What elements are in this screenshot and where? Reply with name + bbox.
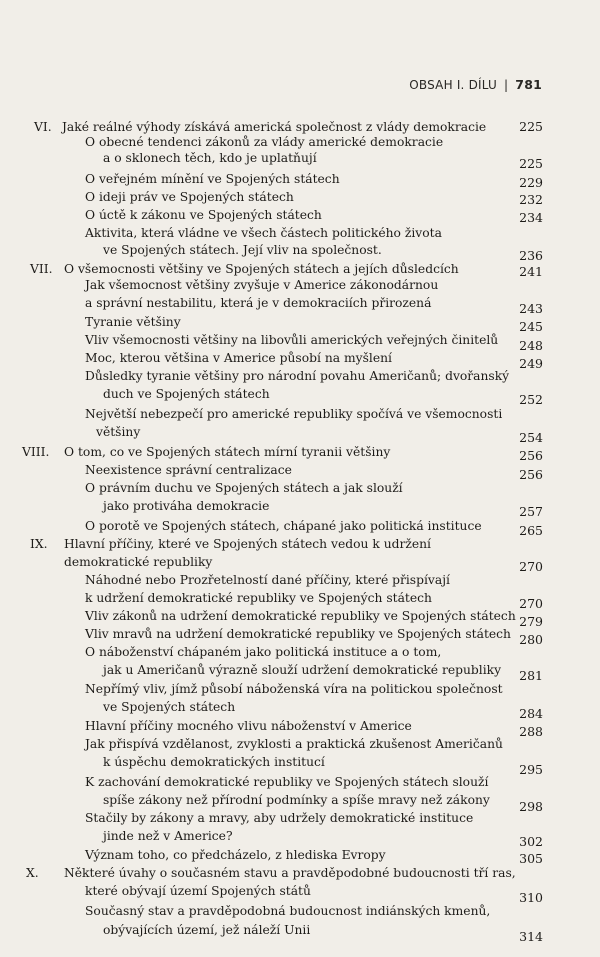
page-number: 298 [519,799,543,814]
entry-title: Náhodné nebo Prozřetelností dané příčiny, které přispívají [85,573,450,587]
entry-title: O úctě k zákonu ve Spojených státech [85,208,322,222]
header-title: OBSAH I. DÍLU [409,77,498,92]
entry-title: Jaké reálné výhody získává americká společnost z vlády demokracie [62,120,487,134]
page-number: 295 [519,762,543,777]
entry-title: Stačily by zákony a mravy, aby udržely demokratické instituce [85,811,474,825]
entry-title-continuation: k udržení demokratické republiky ve Spojených státech [85,591,432,605]
page-number: 225 [519,119,543,134]
entry-title-continuation: k úspěchu demokratických institucí [103,755,325,769]
entry-title: O obecné tendenci zákonů za vlády americké demokracie [85,135,444,149]
chapter-number: VII. [30,262,53,276]
page-number: 256 [519,467,543,482]
page-number: 243 [519,301,543,316]
page-number: 225 [519,156,543,171]
page-number: 305 [519,851,543,866]
entry-title: Jak všemocnost většiny zvyšuje v Americe zákonodárnou [85,278,439,292]
entry-title: Vliv zákonů na udržení demokratické republiky ve Spojených státech [85,609,516,623]
entry-title-continuation: jak u Američanů výrazně slouží udržení demokratické republiky [103,663,502,677]
entry-title: O veřejném mínění ve Spojených státech [85,172,340,186]
entry-title: Vliv všemocnosti většiny na libovůli amerických veřejných činitelů [85,333,499,347]
page-number: 254 [519,430,543,445]
entry-title: Jak přispívá vzdělanost, zvyklosti a praktická zkušenost Američanů [85,737,503,751]
entry-title-continuation: a správní nestabilitu, která je v demokraciích přirozená [85,296,432,310]
entry-title: Některé úvahy o současném stavu a pravděpodobné budoucnosti tří ras, [64,866,516,880]
page-number: 248 [519,338,543,353]
entry-title: Aktivita, která vládne ve všech částech politického života [85,226,442,240]
chapter-number: X. [26,866,39,880]
entry-title-continuation: většiny [96,425,141,439]
page-number: 280 [519,632,543,647]
page-number: 265 [519,523,543,538]
entry-title: O ideji práv ve Spojených státech [85,190,294,204]
page-number: 232 [519,192,543,207]
entry-title: O porotě ve Spojených státech, chápané jako politická instituce [85,519,482,533]
entry-title: O tom, co ve Spojených státech mírní tyranii většiny [64,445,391,459]
entry-title: Vliv mravů na udržení demokratické republiky ve Spojených státech [85,627,511,641]
entry-title: Největší nebezpečí pro americké republiky spočívá ve všemocnosti [85,407,503,421]
page-number: 257 [519,504,543,519]
entry-title: K zachování demokratické republiky ve Spojených státech slouží [85,775,489,789]
page-number: 281 [519,668,543,683]
entry-title-continuation: ve Spojených státech. Její vliv na společnost. [103,243,382,257]
entry-title: Hlavní příčiny mocného vlivu náboženství v Americe [85,719,412,733]
page-number: 256 [519,448,543,463]
entry-title-continuation: které obývají území Spojených států [85,884,311,898]
entry-title-continuation: jinde než v Americe? [103,829,233,843]
page-number: 249 [519,356,543,371]
page-number: 236 [519,248,543,263]
entry-title: Důsledky tyranie většiny pro národní povahu Američanů; dvořanský [85,369,510,383]
page-number: 229 [519,175,543,190]
entry-title: Tyranie většiny [85,315,181,329]
header-separator: | [504,77,509,92]
entry-title: O všemocnosti většiny ve Spojených státech a jejích důsledcích [64,262,459,276]
page-number: 284 [519,706,543,721]
entry-title-continuation: ve Spojených státech [103,700,236,714]
page-number: 270 [519,596,543,611]
entry-title: O náboženství chápaném jako politická instituce a o tom, [85,645,442,659]
entry-title: Nepřímý vliv, jímž působí náboženská víra na politickou společnost [85,682,503,696]
entry-title: Moc, kterou většina v Americe působí na myšlení [85,351,392,365]
entry-title-continuation: jako protiváha demokracie [103,499,270,513]
page-number: 252 [519,392,543,407]
entry-title-continuation: spíše zákony než přírodní podmínky a spíše mravy než zákony [103,793,490,807]
chapter-number: VIII. [22,445,50,459]
entry-title: Současný stav a pravděpodobná budoucnost indiánských kmenů, [85,904,491,918]
page-number: 302 [519,834,543,849]
entry-title-continuation: obývajících území, jež náleží Unii [103,923,311,937]
page-number: 234 [519,210,543,225]
entry-title-continuation: demokratické republiky [64,555,213,569]
entry-title-continuation: duch ve Spojených státech [103,387,270,401]
page-number: 279 [519,614,543,629]
running-header [409,77,542,92]
page-number: 310 [519,890,543,905]
entry-title: O právním duchu ve Spojených státech a jak slouží [85,481,403,495]
page-number: 314 [519,929,543,944]
header-page-number: 781 [515,77,542,92]
chapter-number: IX. [30,537,48,551]
page-number: 241 [519,264,543,279]
chapter-number: VI. [34,120,52,134]
page-number: 245 [519,319,543,334]
entry-title: Význam toho, co předcházelo, z hlediska Evropy [85,848,386,862]
page-number: 270 [519,559,543,574]
entry-title-continuation: a o sklonech těch, kdo je uplatňují [103,151,317,165]
entry-title: Neexistence správní centralizace [85,463,292,477]
page-number: 288 [519,724,543,739]
entry-title: Hlavní příčiny, které ve Spojených státech vedou k udržení [64,537,431,551]
